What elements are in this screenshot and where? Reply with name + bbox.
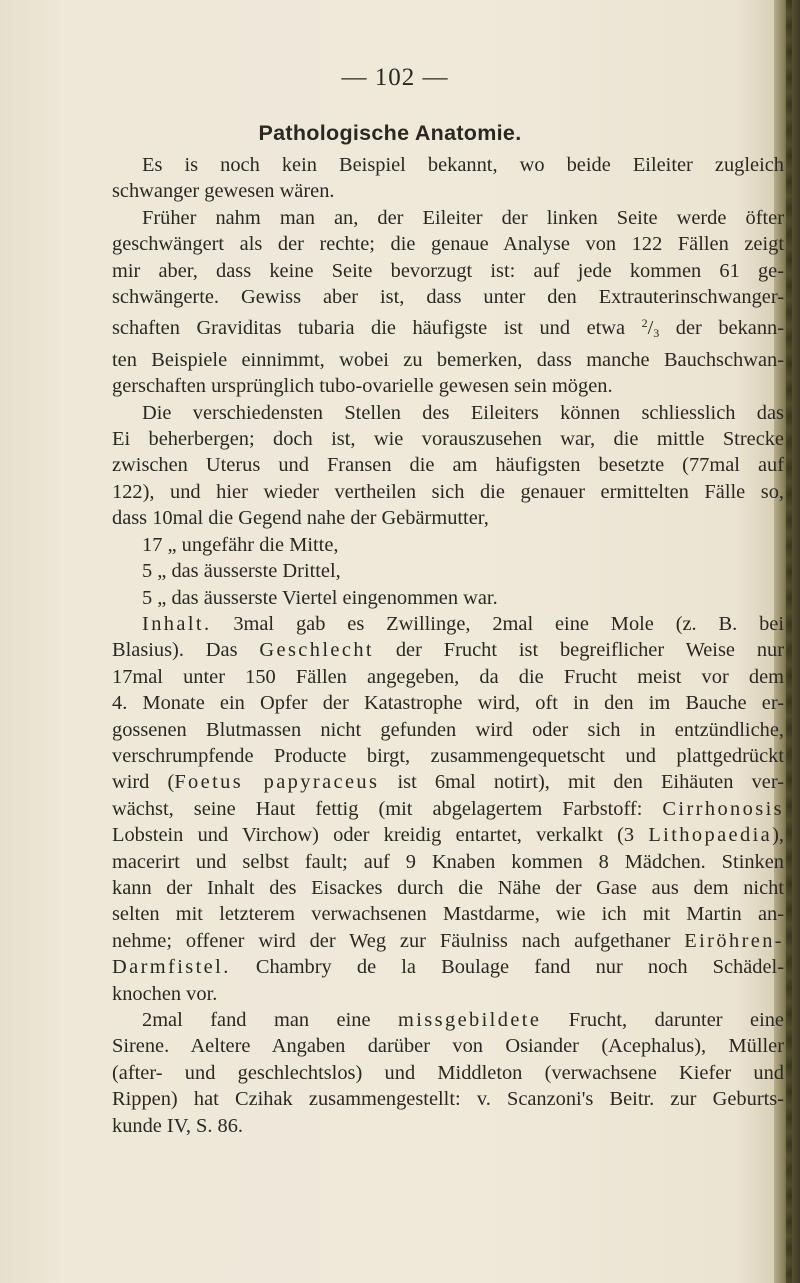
text-line: Früher nahm man an, der Eileiter der linken Seite werde öfter bbox=[142, 206, 784, 229]
text-fragment: ist 6mal notirt), mit den Eihäuten ver- bbox=[379, 771, 784, 794]
text-line bbox=[112, 822, 784, 848]
text-line: geschwängert als der rechte; die genaue Analyse von 122 Fällen zeigt bbox=[112, 233, 784, 256]
text-line: 17mal unter 150 Fällen angegeben, da die Frucht meist vor dem bbox=[112, 665, 784, 688]
text-line: gerschaften ursprünglich tubo-ovarielle gewesen sein mögen. bbox=[112, 375, 613, 398]
text-fragment: Chambry de la Boulage fand nur noch Schädel- bbox=[230, 956, 784, 979]
text-line: knochen vor. bbox=[112, 982, 218, 1005]
page-number: — 102 — bbox=[341, 64, 449, 91]
text-line: schaften Graviditas tubaria die häufigste ist und etwa $^2/_3$ der bekann- bbox=[112, 316, 785, 341]
fraction-denominator: 3 bbox=[653, 326, 660, 341]
text-line: schwanger gewesen wären. bbox=[112, 180, 335, 203]
text-fragment: Lobstein und Virchow) oder kreidig entartet, verkalkt (3 bbox=[112, 824, 649, 847]
text-line: kunde IV, S. 86. bbox=[112, 1114, 244, 1137]
text-line: Ei beherbergen; doch ist, wie vorauszusehen war, die mittle Strecke bbox=[112, 428, 784, 451]
text-fragment: Frucht, darunter eine bbox=[541, 1009, 784, 1031]
text-fragment: nehme; offener wird der Weg zur Fäulniss nach aufgethaner bbox=[112, 929, 685, 952]
body-text bbox=[112, 152, 784, 1139]
emphasized-term: Foetus papyraceus bbox=[174, 771, 380, 794]
text-fragment: 3mal gab es Zwillinge, 2mal eine Mole (z. B. bei bbox=[211, 612, 784, 635]
text-line bbox=[112, 637, 784, 663]
text-line bbox=[112, 796, 784, 822]
text-line: mir aber, dass keine Seite bevorzugt ist: auf jede kommen 61 ge- bbox=[112, 259, 784, 282]
text-line: dass 10mal die Gegend nahe der Gebärmutter, bbox=[112, 507, 489, 530]
text-line bbox=[112, 611, 784, 637]
text-fragment: wächst, seine Haut fettig (mit abgelagertem Farbstoff: bbox=[112, 797, 663, 820]
text-line: ten Beispiele einnimmt, wobei zu bemerken, dass manche Bauchschwan- bbox=[112, 348, 784, 371]
emphasized-term: Eiröhren- bbox=[684, 929, 784, 952]
text-line: 5 „ das äusserste Viertel eingenommen war. bbox=[142, 586, 498, 609]
book-binding-shadow bbox=[786, 0, 792, 1283]
text-fragment: schaften Graviditas tubaria die häufigste ist und etwa bbox=[112, 317, 642, 340]
emphasized-term: Inhalt. bbox=[142, 612, 212, 635]
text-line: Es is noch kein Beispiel bekannt, wo beide Eileiter zugleich bbox=[142, 154, 784, 176]
fraction-numerator: 2 bbox=[641, 316, 648, 331]
text-line: verschrumpfende Producte birgt, zusammengequetscht und plattgedrückt bbox=[112, 744, 784, 767]
text-line: 17 „ ungefähr die Mitte, bbox=[142, 533, 339, 556]
emphasized-term: Cirrhonosis bbox=[662, 797, 784, 820]
text-line: Rippen) hat Czihak zusammengestellt: v. Scanzoni's Beitr. zur Geburts- bbox=[112, 1088, 784, 1111]
text-line: Die verschiedensten Stellen des Eileiters können schliesslich das bbox=[142, 401, 784, 424]
text-line bbox=[112, 1007, 784, 1033]
emphasized-term: Darmfistel. bbox=[112, 956, 231, 979]
text-line: 5 „ das äusserste Drittel, bbox=[142, 560, 341, 583]
text-fragment: Blasius). Das bbox=[112, 639, 260, 662]
text-line: 122), und hier wieder vertheilen sich die genauer ermittelten Fälle so, bbox=[112, 480, 784, 503]
emphasized-term: Geschlecht bbox=[259, 639, 374, 662]
text-fragment: der bekann- bbox=[659, 317, 785, 340]
emphasized-term: Lithopaedia bbox=[648, 824, 773, 847]
text-line: selten mit letzterem verwachsenen Mastdarme, wie ich mit Martin an- bbox=[112, 903, 784, 926]
text-line: gossenen Blutmassen nicht gefunden wird oder sich in entzündliche, bbox=[112, 718, 784, 741]
text-fragment: ), bbox=[772, 824, 784, 847]
text-line bbox=[112, 769, 784, 795]
text-line: 4. Monate ein Opfer der Katastrophe wird, oft in den im Bauche er- bbox=[112, 692, 784, 715]
text-line: (after- und geschlechtslos) und Middleton (verwachsene Kiefer und bbox=[112, 1061, 784, 1084]
emphasized-term: missgebildete bbox=[397, 1009, 542, 1031]
text-line: macerirt und selbst fault; auf 9 Knaben kommen 8 Mädchen. Stinken bbox=[112, 850, 784, 873]
text-line: Sirene. Aeltere Angaben darüber von Osiander (Acephalus), Müller bbox=[112, 1035, 784, 1058]
text-line: kann der Inhalt des Eisackes durch die Nähe der Gase aus dem nicht bbox=[112, 876, 784, 899]
text-fragment: der Frucht ist begreiflicher Weise nur bbox=[373, 639, 785, 662]
text-line bbox=[112, 928, 784, 954]
text-fragment: 2mal fand man eine bbox=[142, 1009, 398, 1031]
section-heading: Pathologische Anatomie. bbox=[258, 121, 522, 145]
text-line: schwängerte. Gewiss aber ist, dass unter den Extrauterinschwanger- bbox=[112, 286, 784, 309]
text-line bbox=[112, 954, 784, 980]
text-line: zwischen Uterus und Fransen die am häufigsten besetzte (77mal auf bbox=[112, 454, 784, 477]
text-fragment: wird ( bbox=[112, 771, 175, 794]
